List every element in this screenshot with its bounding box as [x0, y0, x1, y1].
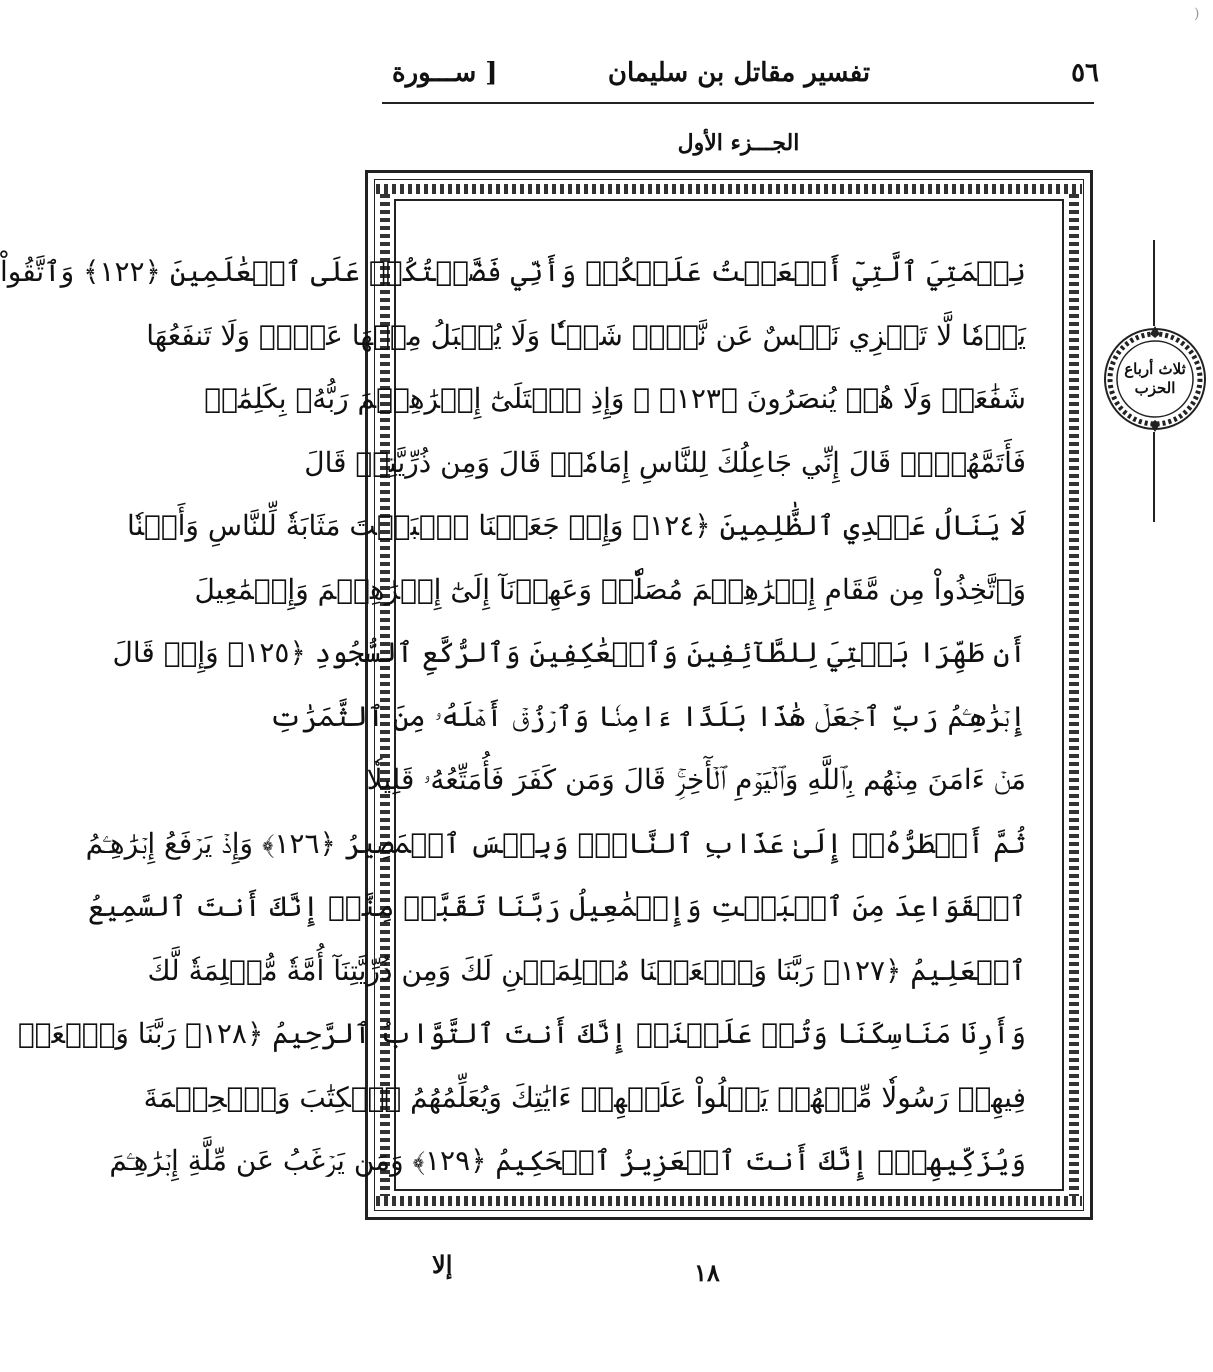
verse-line: نِعۡمَتِيَ ٱلَّتِيٓ أَنۡعَمۡتُ عَلَيۡكُمۡ وَأَنِّي فَضَّلۡتُكُمۡ عَلَى ٱلۡعَٰلَمِينَ ﴿١٢٢﴾ وَٱتَّقُواْ: [0, 255, 1026, 288]
verse-line: ٱلۡقَوَاعِدَ مِنَ ٱلۡبَيۡتِ وَإِسۡمَٰعِيلُ رَبَّنَا تَقَبَّلۡ مِنَّآۖ إِنَّكَ أَنتَ ٱلسَّمِيعُ: [88, 890, 1026, 923]
verse-line: يَوۡمٗا لَّا تَجۡزِي نَفۡسٌ عَن نَّفۡسٖ شَيۡـٔٗا وَلَا يُقۡبَلُ مِنۡهَا عَدۡلٞ وَلَا تَنفَعُهَا: [146, 318, 1026, 352]
scan-corner-mark: (: [1194, 6, 1200, 22]
verse-line: فِيهِمۡ رَسُولٗا مِّنۡهُمۡ يَتۡلُواْ عَلَيۡهِمۡ ءَايَٰتِكَ وَيُعَلِّمُهُمُ ٱلۡكِتَٰبَ وَٱلۡحِكۡمَةَ: [143, 1080, 1026, 1114]
verse-line: أَن طَهِّرَا بَيۡتِيَ لِلطَّآئِفِينَ وَٱلۡعَٰكِفِينَ وَٱلرُّكَّعِ ٱلسُّجُودِ ﴿١٢٥﴾ وَإِذۡ قَالَ: [112, 636, 1026, 669]
verse-line: فَأَتَمَّهُنَّۖ قَالَ إِنِّي جَاعِلُكَ لِلنَّاسِ إِمَامٗاۖ قَالَ وَمِن ذُرِّيَّتِيۖ قَالَ: [304, 445, 1026, 479]
verse-line: لَا يَنَالُ عَهۡدِي ٱلظَّٰلِمِينَ ﴿١٢٤﴾ وَإِذۡ جَعَلۡنَا ٱلۡبَيۡتَ مَثَابَةٗ لِّلنَّاسِ وَأَمۡنٗا: [127, 509, 1026, 542]
verse-line: وَيُزَكِّيهِمۡۖ إِنَّكَ أَنتَ ٱلۡعَزِيزُ ٱلۡحَكِيمُ ﴿١٢٩﴾ وَمَن يَرۡغَبُ عَن مِّلَّةِ إِبۡرَٰهِـۧمَ: [109, 1144, 1026, 1177]
medallion-stem-top: [1153, 240, 1155, 326]
surah-label: [ ســـورة: [392, 58, 498, 88]
page-number: ٥٦: [1071, 58, 1099, 88]
catchword: إلا: [432, 1250, 453, 1279]
verse-line: إِبۡرَٰهِـۧمُ رَبِّ ٱجۡعَلۡ هَٰذَا بَلَدًا ءَامِنٗا وَٱرۡزُقۡ أَهۡلَهُۥ مِنَ ٱلثَّمَرَٰتِ: [269, 699, 1026, 733]
book-title: تفسير مقاتل بن سليمان: [607, 58, 871, 88]
header-rule: [382, 102, 1094, 104]
signature-number: ١٨: [694, 1258, 720, 1287]
frame-top-band: [376, 184, 1082, 194]
verse-line: شَفَٰعَةٞ وَلَا هُمۡ يُنصَرُونَ ﴿١٢٣﴾ ۞ وَإِذِ ٱبۡتَلَىٰٓ إِبۡرَٰهِـۧمَ رَبُّهُۥ بِكَلِمَٰتٖ: [204, 382, 1026, 415]
quran-text-block: [0, 240, 1026, 1193]
verse-line: وَٱتَّخِذُواْ مِن مَّقَامِ إِبۡرَٰهِـۧمَ مُصَلّٗىۖ وَعَهِدۡنَآ إِلَىٰٓ إِبۡرَٰهِـۧمَ وَإِسۡمَٰعِيلَ: [194, 572, 1026, 606]
hizb-label: ثلاث أرباع الحزب: [1124, 360, 1186, 397]
part-label: الجـــزء الأول: [677, 130, 800, 156]
verse-line: ٱلۡعَلِيمُ ﴿١٢٧﴾ رَبَّنَا وَٱجۡعَلۡنَا مُسۡلِمَيۡنِ لَكَ وَمِن ذُرِّيَّتِنَآ أُمَّةٗ مُّسۡلِمَةٗ لَّكَ: [147, 953, 1026, 987]
running-header: [384, 58, 1099, 98]
frame-right-band: [1069, 194, 1079, 1196]
verse-line: وَأَرِنَا مَنَاسِكَنَا وَتُبۡ عَلَيۡنَآۖ إِنَّكَ أَنتَ ٱلتَّوَّابُ ٱلرَّحِيمُ ﴿١٢٨﴾ رَبَّنَا وَٱبۡعَثۡ: [17, 1017, 1026, 1050]
verse-line: مَنۡ ءَامَنَ مِنۡهُم بِٱللَّهِ وَٱلۡيَوۡمِ ٱلۡأٓخِرِۚ قَالَ وَمَن كَفَرَ فَأُمَتِّعُهُۥ قَلِيلٗا: [366, 763, 1026, 796]
medallion-stem-bottom: [1153, 432, 1155, 522]
frame-bottom-band: [376, 1196, 1082, 1206]
verse-line: ثُمَّ أَضۡطَرُّهُۥٓ إِلَىٰ عَذَابِ ٱلنَّارِۖ وَبِئۡسَ ٱلۡمَصِيرُ ﴿١٢٦﴾ وَإِذۡ يَرۡفَعُ إِبۡرَٰهِـۧمُ: [85, 826, 1026, 860]
